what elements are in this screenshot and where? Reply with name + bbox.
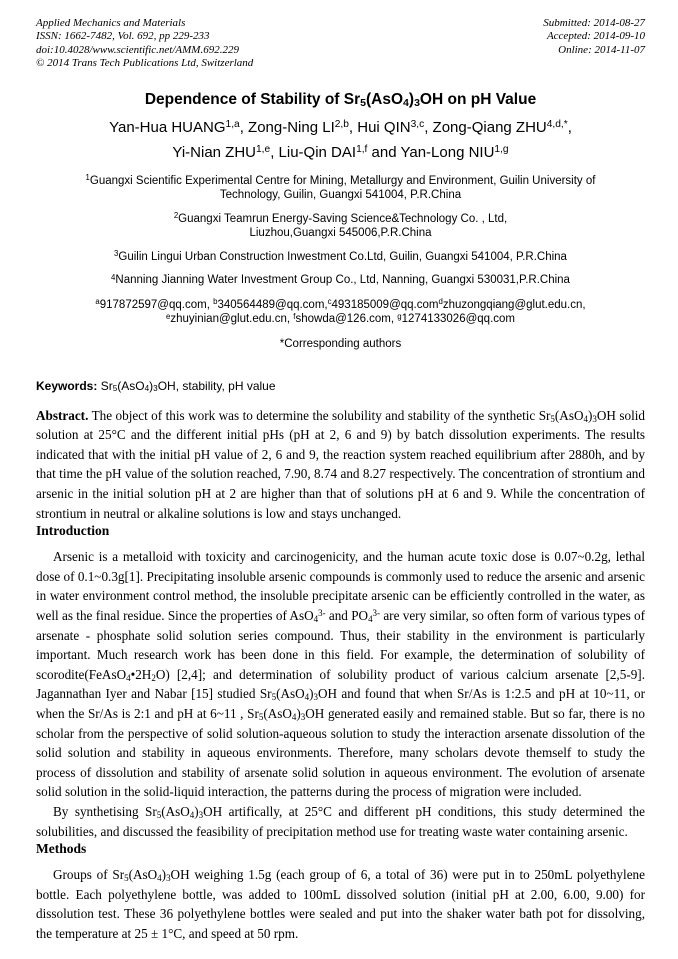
affiliation-2: $^2$Guangxi Teamrun Energy-Saving Science&Technology Co. , Ltd, Liuzhou,Guangxi 545006,P.R.China — [173, 211, 508, 240]
corresponding-authors-note: *Corresponding authors — [279, 337, 402, 350]
abstract-label: Abstract. — [36, 407, 89, 423]
journal-name: Applied Mechanics and Materials — [36, 17, 186, 29]
abstract — [36, 406, 645, 524]
title-block — [36, 90, 645, 350]
affiliation-3: $^3$Guilin Lingui Urban Construction Inwestment Co.Ltd, Guilin, Guangxi 541004, P.R.China — [114, 249, 567, 263]
introduction-paragraph-1: Arsenic is a metalloid with toxicity and carcinogenicity, and the human acute toxic dose is 0.07~0.2g, lethal dose of 0.1~0.3g[1]. Precipitating insoluble arsenic compounds is commonly used to reduce the arsenic and arsenic in water environment control method, the insoluble precipitate arsenic can be efficiently controlled in the water, as well as the final residue. Since the properties of AsO$_4^{3-}$ and $PO_4^{3-}$ are very similar, so often form of various types of arsenate - phosphate solid solution series compound. Thus, their stability in the environment is particularly important. Much research work has been done in this field. For example, the determination of solubility of $scorodite(FeAsO_4•2H_2O)$ [2,4]; and determination of solubility product of various calcium arsenate [2,5-9]. Jagannathan Iyer and Nabar [15] studied $Sr_5(AsO_4)_3OH$ and found that when Sr/As is 1:2.5 and pH at 10~11, or when the Sr/As is 2:1 and pH at 6~11 , $Sr_5(AsO_4)_3OH$ generated easily and remained stable. But so far, there is no scholar from the perspective of solid solution-aqueous solution to study the interaction arsenate dissolution of the solid solution and stability in aqueous environments. Therefore, many scholars devote themself to study the process of dissolution and stability of arsenate solid solution in aqueous environment. The evolution of arsenate solid solution in the solid-liquid interaction, the patterns during the process of migration were included. — [36, 549, 646, 800]
keywords-line — [36, 379, 645, 393]
online-date: Online: 2014-11-07 — [558, 43, 645, 56]
journal-doi: doi:10.4028/www.scientific.net/AMM.692.229 — [36, 43, 239, 56]
methods-paragraph-1: Groups of $Sr_5(AsO_4)_3OH$ weighing 1.5g (each group of 6, a total of 36) were put in to 250mL polyethylene bottle. Each polyethylene bottle, was added to 100mL dissolved solution (initial pH at 2.00, 6.00, 9.00) for dissolution test. These 36 polyethylene bottles were sealed and put into the shaker water bath pot for dissolving, the temperature at 25 ± 1°C, and speed at 50 rpm. — [36, 867, 645, 941]
affiliation-1: $^1$Guangxi Scientific Experimental Centre for Mining, Metallurgy and Environment, Guilin University of Technology, Guilin, Guangxi 541004, P.R.China — [85, 173, 596, 202]
keywords-text: $Sr_5(AsO_4)_3OH$, stability, pH value — [100, 378, 276, 394]
author-line-2: Yi-Nian ZHU$^{1,e}$, Liu-Qin DAI$^{1,f}$ and Yan-Long NIU$^{1,g}$ — [172, 143, 509, 161]
submitted-date: Submitted: 2014-08-27 — [543, 17, 645, 29]
introduction-body — [36, 547, 645, 841]
journal-copyright: © 2014 Trans Tech Publications Ltd, Switzerland — [36, 57, 254, 70]
abstract-text: The object of this work was to determine the solubility and stability of the synthetic $Sr_5(AsO_4)_3OH$ solid solution at 25°C and the different initial pHs (pH at 2, 6 and 9) by batch dissolution experiments. The results indicated that with the initial pH value of 2, 6 and 9, the reaction system reached equilibrium after 2880h, and by that time the pH value of the solution reached, 7.90, 8.74 and 8.27 respectively. The concentration of strontium and arsenic in the initial solution pH at 2 are higher than that of solutions pH at 6 and 9. While the concentration of strontium in neutral or alkaline solutions is low and stays unchanged. — [36, 407, 645, 521]
accepted-date: Accepted: 2014-09-10 — [546, 30, 645, 43]
introduction-paragraph-2: By synthetising $Sr_5(AsO_4)_3OH$ artifically, at 25°C and different pH conditions, this study determined the solubilities, and discussed the feasibility of precipitation method use for treating waste water containing arsenic. — [36, 803, 645, 839]
section-heading-methods: Methods — [36, 841, 87, 857]
submission-dates — [543, 17, 645, 71]
keywords-label: Keywords: — [36, 378, 98, 393]
journal-info — [36, 17, 253, 71]
author-line-1: Yan-Hua HUANG$^{1,a}$, Zong-Ning LI$^{2,b}$, Hui QIN$^{3,c}$, Zong-Qiang $ZHU^{4,d,*}$, — [109, 118, 572, 136]
paper-title: Dependence of Stability of $Sr_5(AsO_4)_3OH$ on pH Value — [144, 90, 537, 109]
journal-header — [36, 17, 645, 71]
author-emails: $^a$917872597@qq.com, $^b$340564489@qq.com,$^c$493185009@qq.com$^d$zhuzongqiang@glut.edu.cn, $^e$zhuyinian@glut.edu.cn, $^f$showda@126.com, $^g$1274133026@qq.com — [95, 297, 586, 326]
author-list — [36, 115, 645, 165]
journal-issn-volume: ISSN: 1662-7482, Vol. 692, pp 229-233 — [36, 30, 210, 43]
affiliation-4: $^4$Nanning Jianning Water Investment Group Co., Ltd, Nanning, Guangxi 530031,P.R.China — [111, 272, 570, 287]
section-heading-introduction: Introduction — [36, 523, 110, 539]
methods-body — [36, 865, 645, 943]
